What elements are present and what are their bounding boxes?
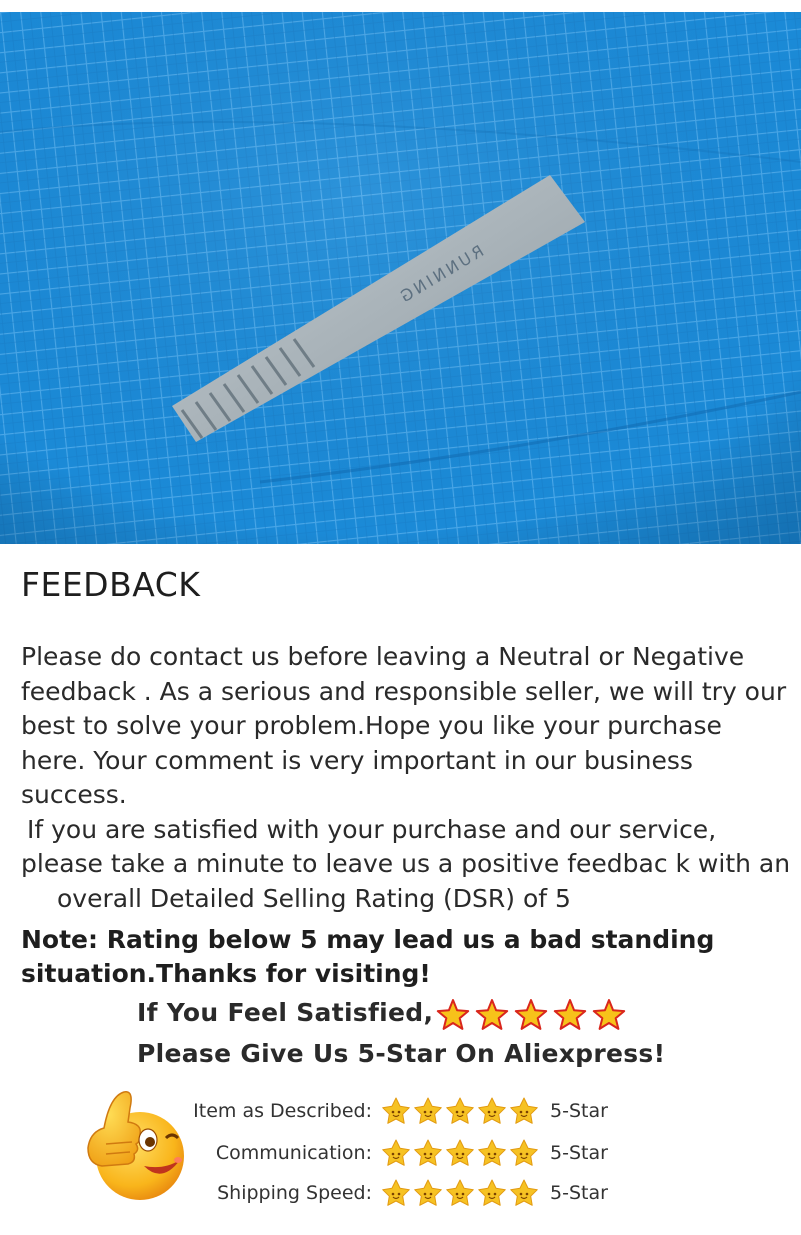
rating-stars xyxy=(382,1178,542,1210)
rating-row-communication xyxy=(150,1138,630,1170)
paragraph-line: best to solve your problem.Hope you like your purchase xyxy=(21,711,722,740)
smiley-star-icon xyxy=(447,1180,474,1205)
paragraph-line: If you are satisfied with your purchase and our service, xyxy=(27,814,717,844)
product-image xyxy=(0,12,801,544)
cta-stars xyxy=(436,998,631,1032)
smiley-star-icon xyxy=(511,1098,538,1123)
smiley-star-icon xyxy=(479,1140,506,1165)
rating-label: Shipping Speed: xyxy=(217,1182,372,1204)
cta-line-1: If You Feel Satisfied, xyxy=(137,998,434,1027)
smiley-star-icon xyxy=(447,1140,474,1165)
rating-value: 5-Star xyxy=(550,1182,608,1204)
smiley-star-icon xyxy=(383,1098,410,1123)
rating-label: Item as Described: xyxy=(193,1100,372,1122)
smiley-star-icon xyxy=(447,1098,474,1123)
smiley-star-icon xyxy=(383,1140,410,1165)
star-icon xyxy=(438,1000,468,1029)
smiley-star-icon xyxy=(415,1140,442,1165)
patch-text: RUNNING xyxy=(394,241,488,308)
rating-stars xyxy=(382,1096,542,1128)
rating-value: 5-Star xyxy=(550,1142,608,1164)
rating-stars xyxy=(382,1138,542,1170)
note-line: situation.Thanks for visiting! xyxy=(21,959,431,988)
star-icon xyxy=(477,1000,507,1029)
star-icon xyxy=(516,1000,546,1029)
rating-value: 5-Star xyxy=(550,1100,608,1122)
smiley-star-icon xyxy=(479,1098,506,1123)
smiley-star-icon xyxy=(415,1180,442,1205)
paragraph-line: success. xyxy=(21,780,127,809)
rating-label: Communication: xyxy=(215,1142,372,1164)
smiley-star-icon xyxy=(511,1180,538,1205)
smiley-star-icon xyxy=(383,1180,410,1205)
star-icon xyxy=(594,1000,624,1029)
paragraph-line: please take a minute to leave us a positive feedbac k with an xyxy=(21,849,791,878)
paragraph-line: Please do contact us before leaving a Neutral or Negative xyxy=(21,642,745,671)
note-text xyxy=(21,923,791,991)
paragraph-line: here. Your comment is very important in our business xyxy=(21,745,693,775)
fabric-photo xyxy=(0,12,801,544)
smiley-star-icon xyxy=(415,1098,442,1123)
rating-row-item-as-described xyxy=(150,1096,630,1128)
smiley-star-icon xyxy=(479,1180,506,1205)
note-line: Note: Rating below 5 may lead us a bad standing xyxy=(21,925,715,954)
paragraph-line: overall Detailed Selling Rating (DSR) of 5 xyxy=(57,883,571,913)
star-icon xyxy=(555,1000,585,1029)
feedback-body xyxy=(21,640,791,916)
rating-row-shipping-speed xyxy=(150,1178,630,1210)
paragraph-line: feedback . As a serious and responsible seller, we will try our xyxy=(21,676,787,706)
feedback-title: FEEDBACK xyxy=(21,565,201,604)
smiley-star-icon xyxy=(511,1140,538,1165)
cta-line-2: Please Give Us 5-Star On Aliexpress! xyxy=(137,1039,666,1068)
